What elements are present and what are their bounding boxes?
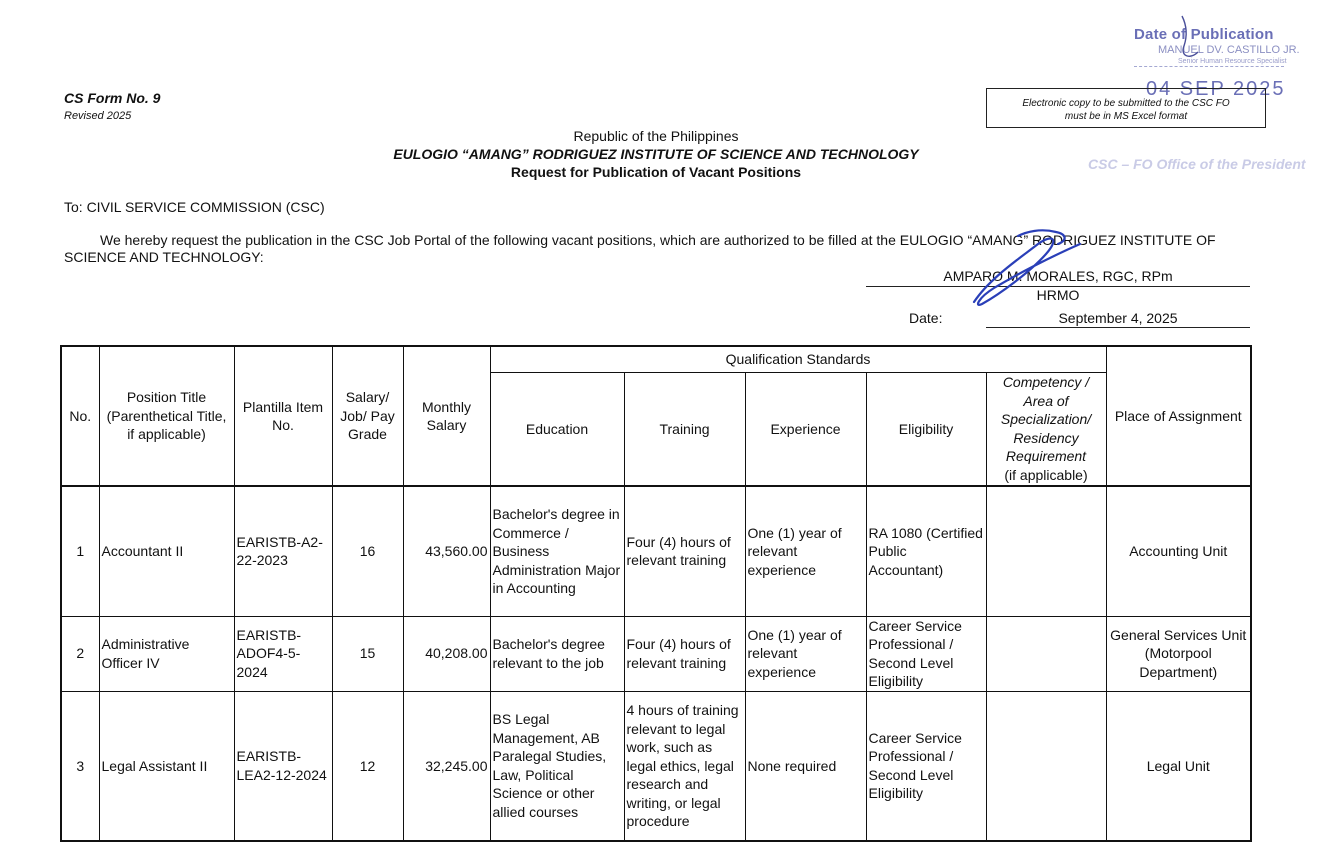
header-competency-note: (if applicable) bbox=[1004, 466, 1088, 483]
cell-grade: 16 bbox=[332, 486, 403, 616]
date-value: September 4, 2025 bbox=[1058, 310, 1178, 326]
header-qualification-standards: Qualification Standards bbox=[490, 346, 1106, 372]
cell-training: Four (4) hours of relevant training bbox=[624, 486, 745, 616]
cell-place: General Services Unit (Motorpool Department) bbox=[1106, 616, 1251, 691]
cell-no: 2 bbox=[61, 616, 99, 691]
table-row bbox=[61, 616, 1251, 691]
publication-stamp-date: 04 SEP 2025 bbox=[1146, 78, 1286, 100]
cell-no: 3 bbox=[61, 691, 99, 841]
cell-experience: One (1) year of relevant experience bbox=[745, 486, 866, 616]
cell-training: Four (4) hours of relevant training bbox=[624, 616, 745, 691]
addressee: To: CIVIL SERVICE COMMISSION (CSC) bbox=[64, 199, 325, 215]
cell-place: Legal Unit bbox=[1106, 691, 1251, 841]
form-revision: Revised 2025 bbox=[64, 110, 132, 122]
header-training: Training bbox=[624, 372, 745, 486]
cell-grade: 15 bbox=[332, 616, 403, 691]
table-row bbox=[61, 691, 1251, 841]
header-education: Education bbox=[490, 372, 624, 486]
header-place-of-assignment: Place of Assignment bbox=[1106, 346, 1251, 486]
signatory-name: AMPARO M. MORALES, RGC, RPm bbox=[943, 268, 1173, 284]
publication-stamp-role: Senior Human Resource Specialist bbox=[1178, 58, 1287, 65]
header-monthly-salary: Monthly Salary bbox=[403, 346, 490, 486]
header-plantilla: Plantilla Item No. bbox=[234, 346, 332, 486]
cell-competency bbox=[986, 616, 1106, 691]
cell-plantilla: EARISTB-LEA2-12-2024 bbox=[234, 691, 332, 841]
cell-training: 4 hours of training relevant to legal work, such as legal ethics, legal research and writing, or legal procedure bbox=[624, 691, 745, 841]
date-label: Date: bbox=[909, 310, 943, 326]
cell-plantilla: EARISTB-ADOF4-5-2024 bbox=[234, 616, 332, 691]
cell-position: Administrative Officer IV bbox=[99, 616, 234, 691]
cell-salary: 40,208.00 bbox=[403, 616, 490, 691]
date-line bbox=[986, 327, 1250, 328]
publication-stamp-name: MANUEL DV. CASTILLO JR. bbox=[1158, 44, 1300, 56]
vacant-positions-table bbox=[60, 345, 1252, 842]
header-no: No. bbox=[61, 346, 99, 486]
cell-position: Legal Assistant II bbox=[99, 691, 234, 841]
cell-education: BS Legal Management, AB Paralegal Studies, Law, Political Science or other allied courses bbox=[490, 691, 624, 841]
csc-office-stamp: CSC – FO Office of the President bbox=[1088, 156, 1306, 172]
cell-eligibility: RA 1080 (Certified Public Accountant) bbox=[866, 486, 986, 616]
electronic-copy-note bbox=[986, 88, 1266, 128]
stamp-signature bbox=[1168, 12, 1208, 72]
cell-competency bbox=[986, 691, 1106, 841]
header-eligibility: Eligibility bbox=[866, 372, 986, 486]
request-paragraph: We hereby request the publication in the CSC Job Portal of the following vacant positions, which are authorized to be filled at the EULOGIO “AMANG” RODRIGUEZ INSTITUTE OF SCIENCE AND TECHNOLOGY: bbox=[64, 232, 1216, 265]
republic-heading: Republic of the Philippines bbox=[573, 128, 739, 144]
cell-eligibility: Career Service Professional / Second Level Eligibility bbox=[866, 616, 986, 691]
institution-heading: EULOGIO “AMANG” RODRIGUEZ INSTITUTE OF SCIENCE AND TECHNOLOGY bbox=[393, 146, 919, 162]
header-salary-grade: Salary/ Job/ Pay Grade bbox=[332, 346, 403, 486]
stamp-divider bbox=[1134, 66, 1284, 67]
cell-place: Accounting Unit bbox=[1106, 486, 1251, 616]
cell-education: Bachelor's degree in Commerce / Business Administration Major in Accounting bbox=[490, 486, 624, 616]
cell-salary: 32,245.00 bbox=[403, 691, 490, 841]
cell-plantilla: EARISTB-A2-22-2023 bbox=[234, 486, 332, 616]
cell-experience: One (1) year of relevant experience bbox=[745, 616, 866, 691]
cell-eligibility: Career Service Professional / Second Level Eligibility bbox=[866, 691, 986, 841]
signatory-title: HRMO bbox=[1036, 287, 1080, 303]
cell-no: 1 bbox=[61, 486, 99, 616]
document-title: Request for Publication of Vacant Positions bbox=[510, 164, 802, 180]
handwritten-signature bbox=[960, 218, 1100, 318]
header-competency bbox=[986, 372, 1106, 486]
electronic-note-line2: must be in MS Excel format bbox=[1064, 111, 1188, 122]
cell-experience: None required bbox=[745, 691, 866, 841]
header-experience: Experience bbox=[745, 372, 866, 486]
header-competency-text: Competency / Area of Specialization/ Residency Requirement bbox=[1000, 374, 1092, 465]
cell-education: Bachelor's degree relevant to the job bbox=[490, 616, 624, 691]
publication-stamp-title: Date of Publication bbox=[1134, 26, 1274, 43]
electronic-note-line1: Electronic copy to be submitted to the CSC FO bbox=[1022, 98, 1230, 109]
table-row bbox=[61, 486, 1251, 616]
header-position-title: Position Title (Parenthetical Title, if applicable) bbox=[99, 346, 234, 486]
form-number: CS Form No. 9 bbox=[64, 90, 161, 106]
cell-grade: 12 bbox=[332, 691, 403, 841]
cell-competency bbox=[986, 486, 1106, 616]
cell-position: Accountant II bbox=[99, 486, 234, 616]
cell-salary: 43,560.00 bbox=[403, 486, 490, 616]
